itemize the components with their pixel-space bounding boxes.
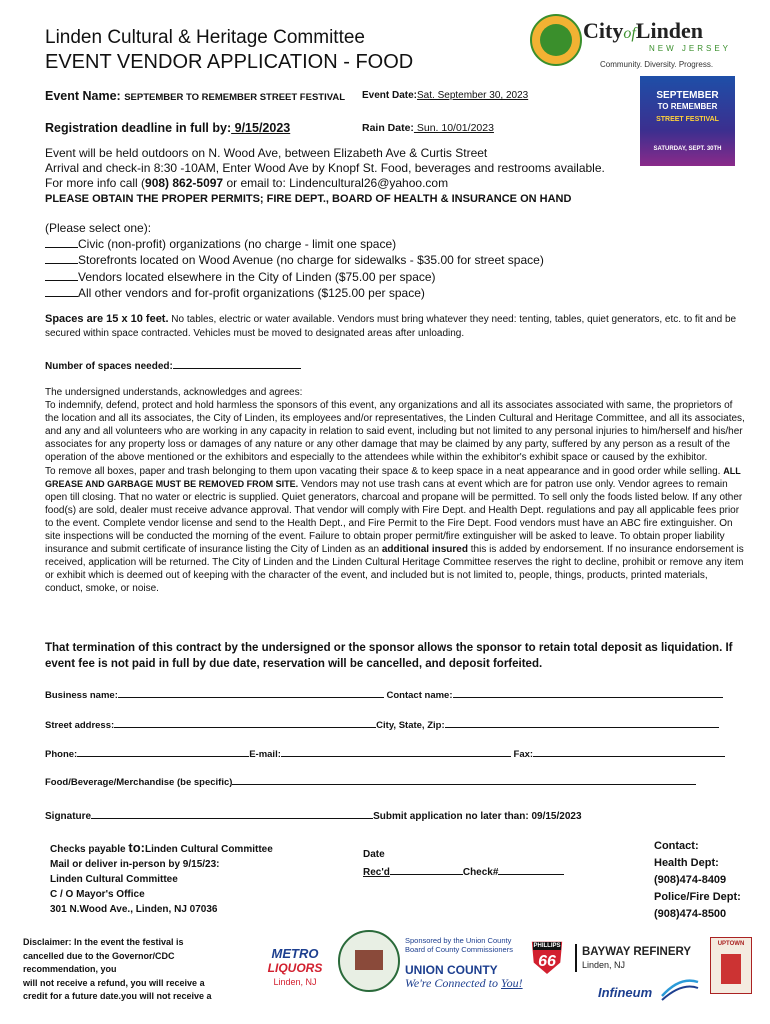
phone-row: Phone: E-mail: Fax:: [45, 745, 725, 760]
org-name: Linden Cultural & Heritage Committee: [45, 27, 365, 48]
rain-date: Rain Date: Sun. 10/01/2023: [362, 122, 494, 134]
metro-liquors-logo: METRO LIQUORS Linden, NJ: [267, 946, 323, 987]
business-contact-row: Business name: Contact name:: [45, 686, 723, 701]
city-tagline: Community. Diversity. Progress.: [600, 60, 714, 69]
agreement-text: The undersigned understands, acknowledges and agrees: To indemnify, defend, protect and hold harmless the sponsors of this event, any organizations and all its associates associated with same, the proprietors of the location and all its associates, the City of Linden, its employees and/or representatives, the Linden Cultural and Heritage Committee, and all its associates, and any and all volunteers who are working in any capacity in relation to said event, including but not limited to any personal injuries to him/herself and his/her associates for any property loss or damages of any nature or any other damage that may be claimed by any party, suffered by any person as a result of the operation of the above mentioned or the exhibitors and especially to the attendees while within the exhibitor's exhibit space or caused by the exhibitor. To remove all boxes, paper and trash belonging to them upon vacating their space & to keep space in a neat appearance and in good order while selling. ALL GREASE AND GARBAGE MUST BE REMOVED FROM SITE. Vendors may not use trash cans at event which are for patron use only. Vendor agrees to remain open till closing. That no water or electric is supplied. Quiet generators, charcoal and propane will be permitted. To sell only the foods listed below. If any other food(s) are sold, dealer must receive advance approval. That vendor will comply with Fire Dept. and Health Dept. regulations and pay all applicable fees prior to the event. Complete vendor license and send to the Health Dept., and Fire Permit to the Fire Dept. Food vendors must have an ABC fire extinguisher. On site inspections will be conducted the morning of the event. Failure to obtain proper permit/fire extinguisher will be asked to leave. To obtain proper liability insurance and submit certificate of insurance listing the City of Linden as an additional insured this is added by endorsement. If no insurance endorsement is received, application will be returned. The City of Linden and the Linden Cultural Heritage Committee reserves the right to decline, prohibit or remove any item or exhibit which is deemed out of keeping with the character of the event, and included but is not limited to, people, things, products, printed materials, conduct, smoke, or noise.: [45, 387, 745, 595]
event-name-row: Event Name: SEPTEMBER TO REMEMBER STREET FESTIVAL: [45, 89, 346, 103]
option-civic[interactable]: Civic (non-profit) organizations (no charge - limit one space): [45, 236, 544, 252]
uptown-logo: UPTOWN: [710, 937, 752, 994]
union-county-seal: [338, 930, 400, 992]
festival-poster-image: SEPTEMBER TO REMEMBER STREET FESTIVAL SATURDAY, SEPT. 30TH: [640, 76, 735, 166]
phillips-66-logo: PHILLIPS 66: [527, 937, 567, 977]
spaces-paragraph: Spaces are 15 x 10 feet. No tables, electric or water available. Vendors must bring whatever they need: tenting, tables, quiet generators, etc. to fit and be secured within space contracted. Vehicles must be moved to designated areas after unloading.: [45, 313, 737, 339]
bayway-location: Linden, NJ: [582, 960, 626, 970]
city-of-linden-logo: CityofLinden NEW JERSEY: [583, 18, 732, 53]
phone-field[interactable]: [77, 745, 249, 757]
page-title: EVENT VENDOR APPLICATION - FOOD: [45, 51, 414, 73]
office-use: Date Rec'd Check#: [363, 846, 564, 881]
option-local-vendor[interactable]: Vendors located elsewhere in the City of Linden ($75.00 per space): [45, 269, 544, 285]
infineum-swoosh-icon: [660, 974, 700, 1004]
fax-field[interactable]: [533, 745, 725, 757]
food-row: Food/Beverage/Merchandise (be specific): [45, 773, 696, 788]
vendor-type-options: (Please select one): Civic (non-profit) organizations (no charge - limit one space) Storefronts located on Wood Avenue (no charge for sidewalks - $35.00 for street space) Vendors located elsewhere in the City of Linden ($75.00 per space) All other vendors and for-profit organizations ($125.00 per space): [45, 221, 544, 300]
contact-info: Contact: Health Dept: (908)474-8409 Police/Fire Dept: (908)474-8500: [654, 840, 741, 920]
option-other-vendor[interactable]: All other vendors and for-profit organizations ($125.00 per space): [45, 285, 544, 301]
business-name-field[interactable]: [118, 686, 384, 698]
contact-name-field[interactable]: [453, 686, 723, 698]
bayway-refinery-logo: BAYWAY REFINERY: [582, 946, 692, 958]
infineum-logo: Infineum: [598, 985, 653, 1000]
union-county-tagline: We're Connected to You!: [405, 976, 523, 990]
city-state-zip-field[interactable]: [445, 716, 719, 728]
event-date: Event Date:Sat. September 30, 2023: [362, 90, 529, 101]
email-field[interactable]: [281, 745, 511, 757]
payment-info: Checks payable to:Linden Cultural Committee Mail or deliver in-person by 9/15/23: Linden Cultural Committee C / O Mayor's Office 301 N.Wood Ave., Linden, NJ 07036: [50, 840, 273, 915]
food-description-field[interactable]: [232, 773, 696, 785]
sponsored-by-text: Sponsored by the Union County Board of County Commissioners: [405, 936, 513, 954]
signature-row: Signature Submit application no later than: 09/15/2023: [45, 807, 582, 822]
county-seal-logo: [530, 14, 582, 66]
signature-field[interactable]: [91, 807, 373, 819]
divider: [575, 944, 577, 972]
union-county-logo: UNION COUNTY: [405, 963, 498, 977]
event-info: Event will be held outdoors on N. Wood Ave, between Elizabeth Ave & Curtis Street Arrival and check-in 8:30 -10AM, Enter Wood Ave by Knopf St. Food, beverages and restrooms available. For more info call (908) 862-5097 or email to: Lindencultural26@yahoo.com PLEASE OBTAIN THE PROPER PERMITS; FIRE DEPT., BOARD OF HEALTH & INSURANCE ON HAND: [45, 146, 605, 205]
address-row: Street address: City, State, Zip:: [45, 716, 719, 731]
termination-clause: That termination of this contract by the undersigned or the sponsor allows the sponsor to retain total deposit as liquidation. If event fee is not paid in full by due date, reservation will be cancelled, and deposit forfeited.: [45, 642, 733, 670]
option-storefront[interactable]: Storefronts located on Wood Avenue (no charge for sidewalks - $35.00 for street space): [45, 252, 544, 268]
street-address-field[interactable]: [114, 716, 376, 728]
registration-deadline: Registration deadline in full by: 9/15/2023: [45, 121, 291, 135]
disclaimer: Disclaimer: In the event the festival is cancelled due to the Governor/CDC recommendation, you will not receive a refund, you will receive a credit for a future date.you will not receive a: [23, 937, 212, 1001]
spaces-needed-field[interactable]: Number of spaces needed:: [45, 357, 301, 372]
